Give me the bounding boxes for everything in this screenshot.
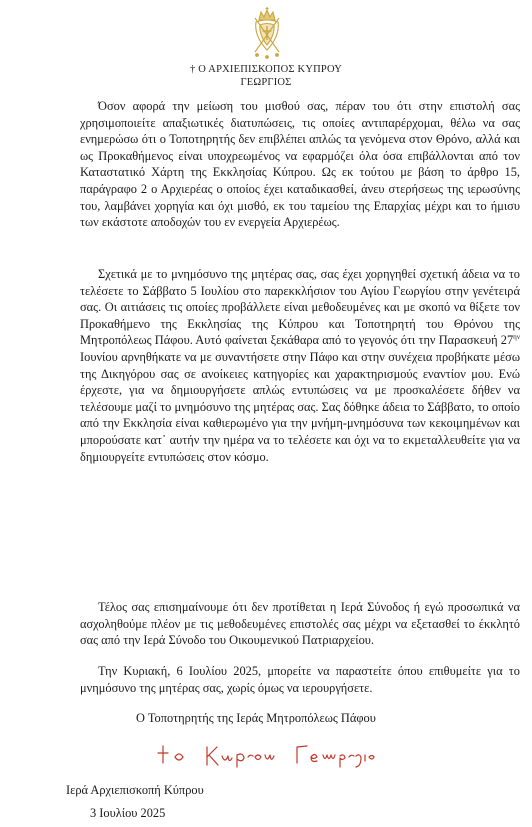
- paragraph-salary: Όσον αφορά την μείωση του μισθού σας, πέραν του ότι στην επιστολή σας χρησιμοποιείτε απαξιωτικές διατυπώσεις, τις οποίες αντιπαρέρχομαι, θέλω να σας ενημερώσω ότι ο Τοποτηρητής δεν επιβλέπει απλώς τα γενόμενα στον Θρόνο, αλλά και ως Προκαθήμενος είναι υποχρεωμένος να εφαρμόζει όλα όσα επιβάλλονται από τον Καταστατικό Χάρτη της Εκκλησίας Κύπρου. Ως εκ τούτου με βάση το άρθρο 15, παράγραφο 2 ο Αρχιερέας ο οποίος έχει καταδικασθεί, άνευ στερήσεως της ιερωσύνης του, λαμβάνει χορηγία και όχι μισθό, εκ του ταμείου της Επαρχίας μέχρι και το ήμισυ των εκάστοτε αποδοχών του εν ενεργεία Αρχιερέως.: [80, 99, 520, 230]
- paragraph-memorial-part-2: Ιουνίου αρνηθήκατε να με συναντήσετε στην Πάφο και στην συνέχεια προβήκατε μέσω της Δικηγόρου σας σε ανοίκειες κατηγορίες και χαρακτηρισμούς εναντίον μου. Ενώ έρχεστε, για να δημιουργήσετε απλώς εντυπώσεις να με προσκαλέσετε δήθεν να τελέσουμε μαζί το μνημόσυνο της μητέρας σας. Σας δόθηκε άδεια το Σάββατο, το οποίο από την Εκκλησία είναι καθιερωμένο για την μνήμη-μνημόσυνα των κεκοιμημένων και μπορούσατε κατ᾽ αυτήν την ημέρα να το τελέσετε και όχι να το εκμεταλλευθείτε για να δημιουργείτε εντυπώσεις στον κόσμο.: [80, 349, 520, 464]
- paragraph-memorial-part-1: Σχετικά με το μνημόσυνο της μητέρας σας, σας έχει χορηγηθεί σχετική άδεια να το τελέσετε το Σάββατο 5 Ιουλίου στο παρεκκλήσιον του Αγίου Γεωργίου στην γενέτειρά σας. Οι αιτιάσεις τις οποίες προβάλλετε είναι μεθοδευμένες και με σκοπό να θίξετε τον Προκαθήμενο της Εκκλησίας της Κύπρου και Τοποτηρητή του Θρόνου της Μητροπόλεως Πάφου. Αυτό φαίνεται ξεκάθαρα από το γεγονός ότι την Παρασκευή 27: [80, 267, 520, 348]
- paragraph-synod: Τέλος σας επισημαίνουμε ότι δεν προτίθεται η Ιερά Σύνοδος ή εγώ προσωπικά να ασχοληθούμε πλέον με τις μεθοδευμένες επιστολές σας μέχρι να εξετασθεί το έκκλητό σας από την Ιερά Σύνοδο του Οικουμενικού Πατριαρχείου.: [80, 600, 520, 648]
- closing-title: Ο Τοποτηρητής της Ιεράς Μητροπόλεως Πάφου: [136, 711, 376, 725]
- handwritten-signature: [155, 741, 375, 775]
- signature-date: 3 Ιουλίου 2025: [90, 806, 166, 820]
- ordinal-superscript: ην: [513, 333, 520, 342]
- signature-organization: Ιερά Αρχιεπισκοπή Κύπρου: [66, 783, 204, 797]
- paragraph-memorial: [80, 266, 520, 465]
- letterhead-subtitle: ΓΕΩΡΓΙΟΣ: [240, 77, 292, 88]
- letterhead-title: † Ο ΑΡΧΙΕΠΙΣΚΟΠΟΣ ΚΥΠΡΟΥ: [190, 64, 342, 75]
- archbishop-crest-icon: [250, 6, 284, 60]
- paragraph-sunday: Την Κυριακή, 6 Ιουλίου 2025, μπορείτε να παραστείτε όπου επιθυμείτε για το μνημόσυνο της μητέρας σας, χωρίς όμως να ιερουργήσετε.: [80, 664, 520, 695]
